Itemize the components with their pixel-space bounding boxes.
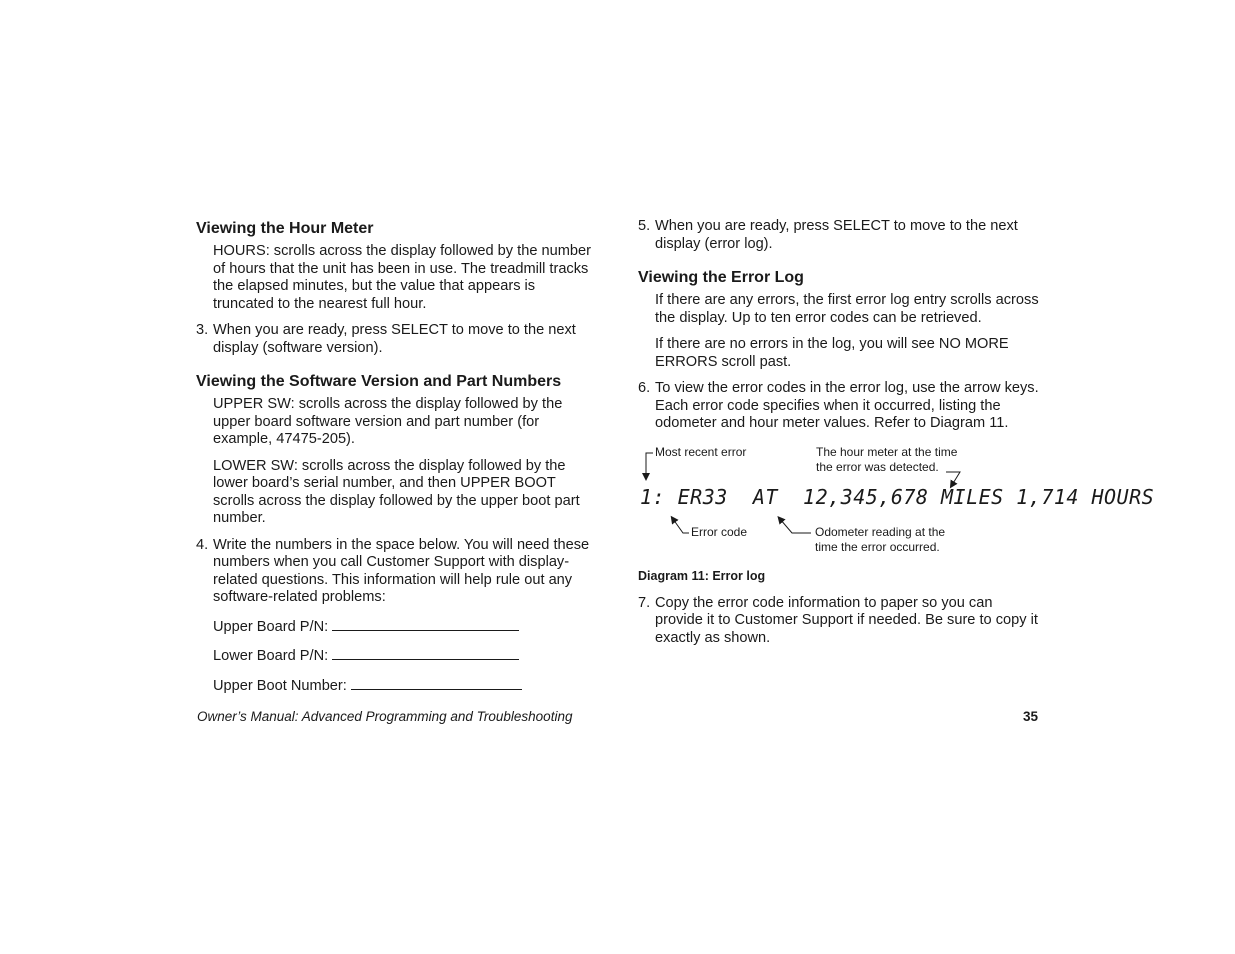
step-text: Write the numbers in the space below. You will need these numbers when you call Customer Support with display-related questions. This information will help rule out any software-related problems: — [213, 536, 590, 605]
step-text: To view the error codes in the error log, use the arrow keys. Each error code specifies when it occurred, listing the odometer and hour meter values. Refer to Diagram 11. — [655, 380, 1039, 431]
lower-sw-body: LOWER SW: scrolls across the display followed by the lower board’s serial number, and then UPPER BOOT scrolls across the display followed by the upper boot part number. — [213, 457, 580, 526]
step-7 — [638, 595, 1043, 648]
step-number: 3. — [196, 322, 209, 338]
step-4 — [196, 537, 596, 607]
upper-board-blank — [332, 616, 519, 631]
error-code-arrow — [673, 519, 689, 533]
error-log-diagram — [638, 444, 1155, 567]
error-log-heading: Viewing the Error Log — [638, 269, 804, 286]
most-recent-label: Most recent error — [655, 444, 747, 459]
upper-boot-blank — [351, 675, 522, 690]
step-number: 7. — [638, 594, 651, 611]
upper-boot-field — [196, 675, 596, 696]
step-text: When you are ready, press SELECT to move to the next display (error log). — [655, 218, 1018, 252]
odometer-label-line1: Odometer reading at the — [815, 524, 946, 539]
odometer-arrow — [780, 519, 811, 533]
step-number: 5. — [638, 218, 651, 234]
upper-board-label: Upper Board P/N: — [213, 618, 329, 635]
step-3 — [196, 322, 596, 357]
step-number: 6. — [638, 380, 651, 396]
page-number: 35 — [1022, 709, 1038, 724]
step-5 — [638, 218, 1043, 253]
lower-board-field — [196, 645, 596, 666]
upper-board-field — [196, 616, 596, 637]
upper-sw-body: UPPER SW: scrolls across the display followed by the upper board software version and part number (for example, 47475-205). — [213, 396, 563, 447]
step-text: Copy the error code information to paper so you can provide it to Customer Support if needed. Be sure to copy it exactly as shown. — [655, 594, 1038, 646]
upper-boot-label: Upper Boot Number: — [213, 677, 347, 694]
error-log-p1: If there are any errors, the first error log entry scrolls across the display. Up to ten error codes can be retrieved. — [655, 292, 1039, 326]
right-column — [638, 218, 1155, 656]
step-text: When you are ready, press SELECT to move to the next display (software version). — [213, 322, 576, 356]
step-6 — [638, 380, 1043, 433]
error-log-p2: If there are no errors in the log, you will see NO MORE ERRORS scroll past. — [655, 336, 1009, 370]
lower-board-label: Lower Board P/N: — [213, 648, 329, 664]
footer-title: Owner’s Manual: Advanced Programming and Troubleshooting — [197, 709, 573, 724]
hour-meter-heading: Viewing the Hour Meter — [196, 220, 374, 237]
step-number: 4. — [196, 536, 209, 553]
hour-meter-body: HOURS: scrolls across the display followed by the number of hours that the unit has been in use. The treadmill tracks the elapsed minutes, but the value that appears is truncated to the nearest full hour. — [213, 243, 591, 312]
lcd-error-display: 1: ER33 AT 12,345,678 MILES 1,714 HOURS — [640, 484, 1155, 509]
software-heading: Viewing the Software Version and Part Numbers — [196, 373, 562, 390]
hour-meter-arrow — [946, 472, 960, 485]
odometer-label-line2: time the error occurred. — [815, 539, 940, 554]
error-code-label: Error code — [691, 524, 748, 539]
hour-meter-label-line2: the error was detected. — [816, 459, 939, 474]
left-column — [196, 218, 596, 704]
most-recent-arrow — [646, 453, 653, 477]
lower-board-blank — [332, 645, 519, 660]
hour-meter-label-line1: The hour meter at the time — [816, 444, 958, 459]
diagram-caption: Diagram 11: Error log — [638, 568, 766, 583]
